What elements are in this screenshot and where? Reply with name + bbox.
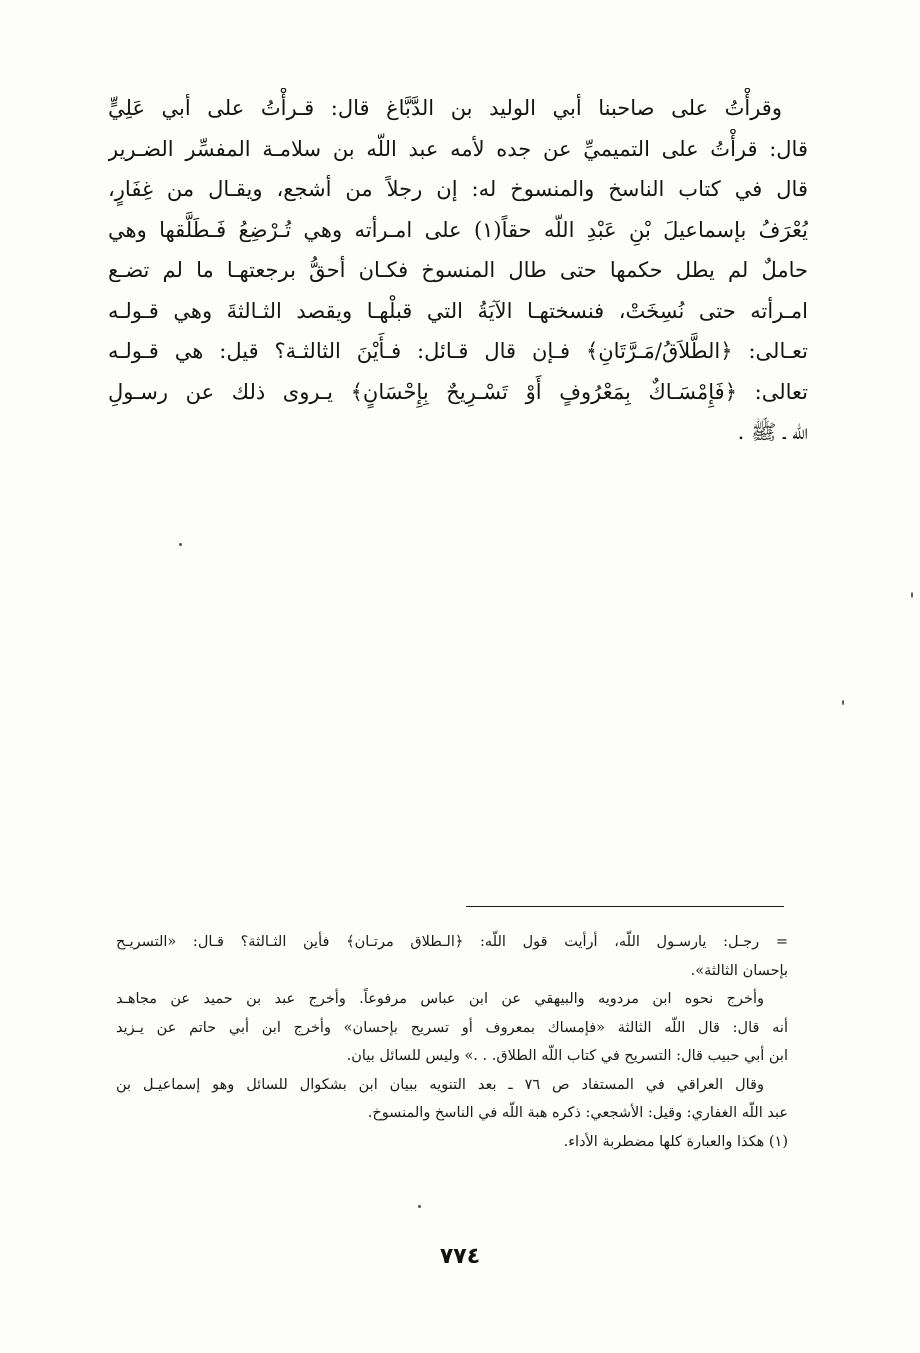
footnote-line: ابن أبي حبيب قال: التسريح في كتاب اللّه الطلاق. . .» وليس للسائل بيان.	[346, 1048, 788, 1064]
main-text-block	[108, 88, 808, 453]
main-text-line: تعـالى: ﴿الطَّلاَقُ/مَـرَّتَانِ﴾ فـإن قال قـائل: فـأَيْنَ الثالثـة؟ قيل: هي قـولـه	[108, 339, 808, 363]
footnote-line: (١) هكذا والعبارة كلها مضطربة الأداء.	[563, 1133, 788, 1150]
main-text-line: قال: قرأْتُ على التميميِّ عن جده لأمه عبد اللّه بن سلامـة المفسِّر الضـرير	[108, 136, 808, 161]
scan-speck	[418, 1205, 421, 1208]
scan-speck	[179, 543, 182, 546]
main-text-line: امـرأته حتى نُسِخَتْ، فنسختهـا الآيَةُ التي قبلْهـا ويقصد الثـالثةَ وهي قـولـه	[108, 298, 808, 323]
main-text-line: يُعْرَفُ بإسماعيلَ بْنِ عَبْدِ اللّه حقاً(١) على امـرأته وهي تُـرْضِعُ فَـطَلَّقها وهي	[108, 217, 808, 242]
main-text-line: قال في كتاب الناسخ والمنسوخ له: إن رجلاً من أشجع، ويقـال من غِفَارٍ،	[108, 177, 808, 201]
footnote-line: وأخرج نحوه ابن مردويه والبيهقي عن ابن عباس مرفوعاً. وأخرج عبد بن حميد عن مجاهـد	[116, 991, 764, 1007]
footnote-line: وقال العراقي في المستفاد ص ٧٦ ـ بعد التنويه ببيان ابن بشكوال للسائل وهو إسماعيـل بن	[116, 1076, 764, 1093]
scan-speck	[911, 592, 913, 598]
main-text-line: اللّه ـ ﷺ .	[737, 420, 808, 444]
footnote-line: بإحسان الثالثة».	[690, 962, 788, 979]
footnote-line: عبد اللّه الغفاري: وقيل: الأشجعي: ذكره هبة اللّه في الناسخ والمنسوخ.	[367, 1105, 788, 1121]
scan-speck	[842, 700, 844, 705]
footnote-line: أنه قال: قال اللّه الثالثة «فإمساك بمعروف أو تسريح بإحسان» وأخرج ابن أبي حاتم عن يـزيد	[116, 1019, 788, 1036]
page-number: ٧٧٤	[439, 1244, 481, 1269]
footnote-divider	[466, 906, 784, 907]
main-text-line: حاملٌ لم يطل حكمها حتى طال المنسوخ فكـان أحقُّ برجعتهـا ما لم تضـع	[108, 258, 808, 282]
main-text-line: تعالى: ﴿فَإِمْسَـاكٌ بِمَعْرُوفٍ أَوْ تَسْـرِيحٌ بِإِحْسَانٍ﴾ يـروى ذلك عن رسـولِ	[108, 379, 808, 404]
footnotes-block	[116, 928, 788, 1156]
main-text-line: وقرأْتُ على صاحبنا أبي الوليد بن الدَّبَّاغ قال: قـرأْتُ على أبي عَلِيٍّ	[108, 96, 782, 120]
footnote-line: = رجـل: يارسـول اللّه، أرأيت قول اللّه: ﴿الـطلاق مرتـان﴾ فأين الثـالثة؟ قـال: «التسريـح	[116, 934, 788, 950]
